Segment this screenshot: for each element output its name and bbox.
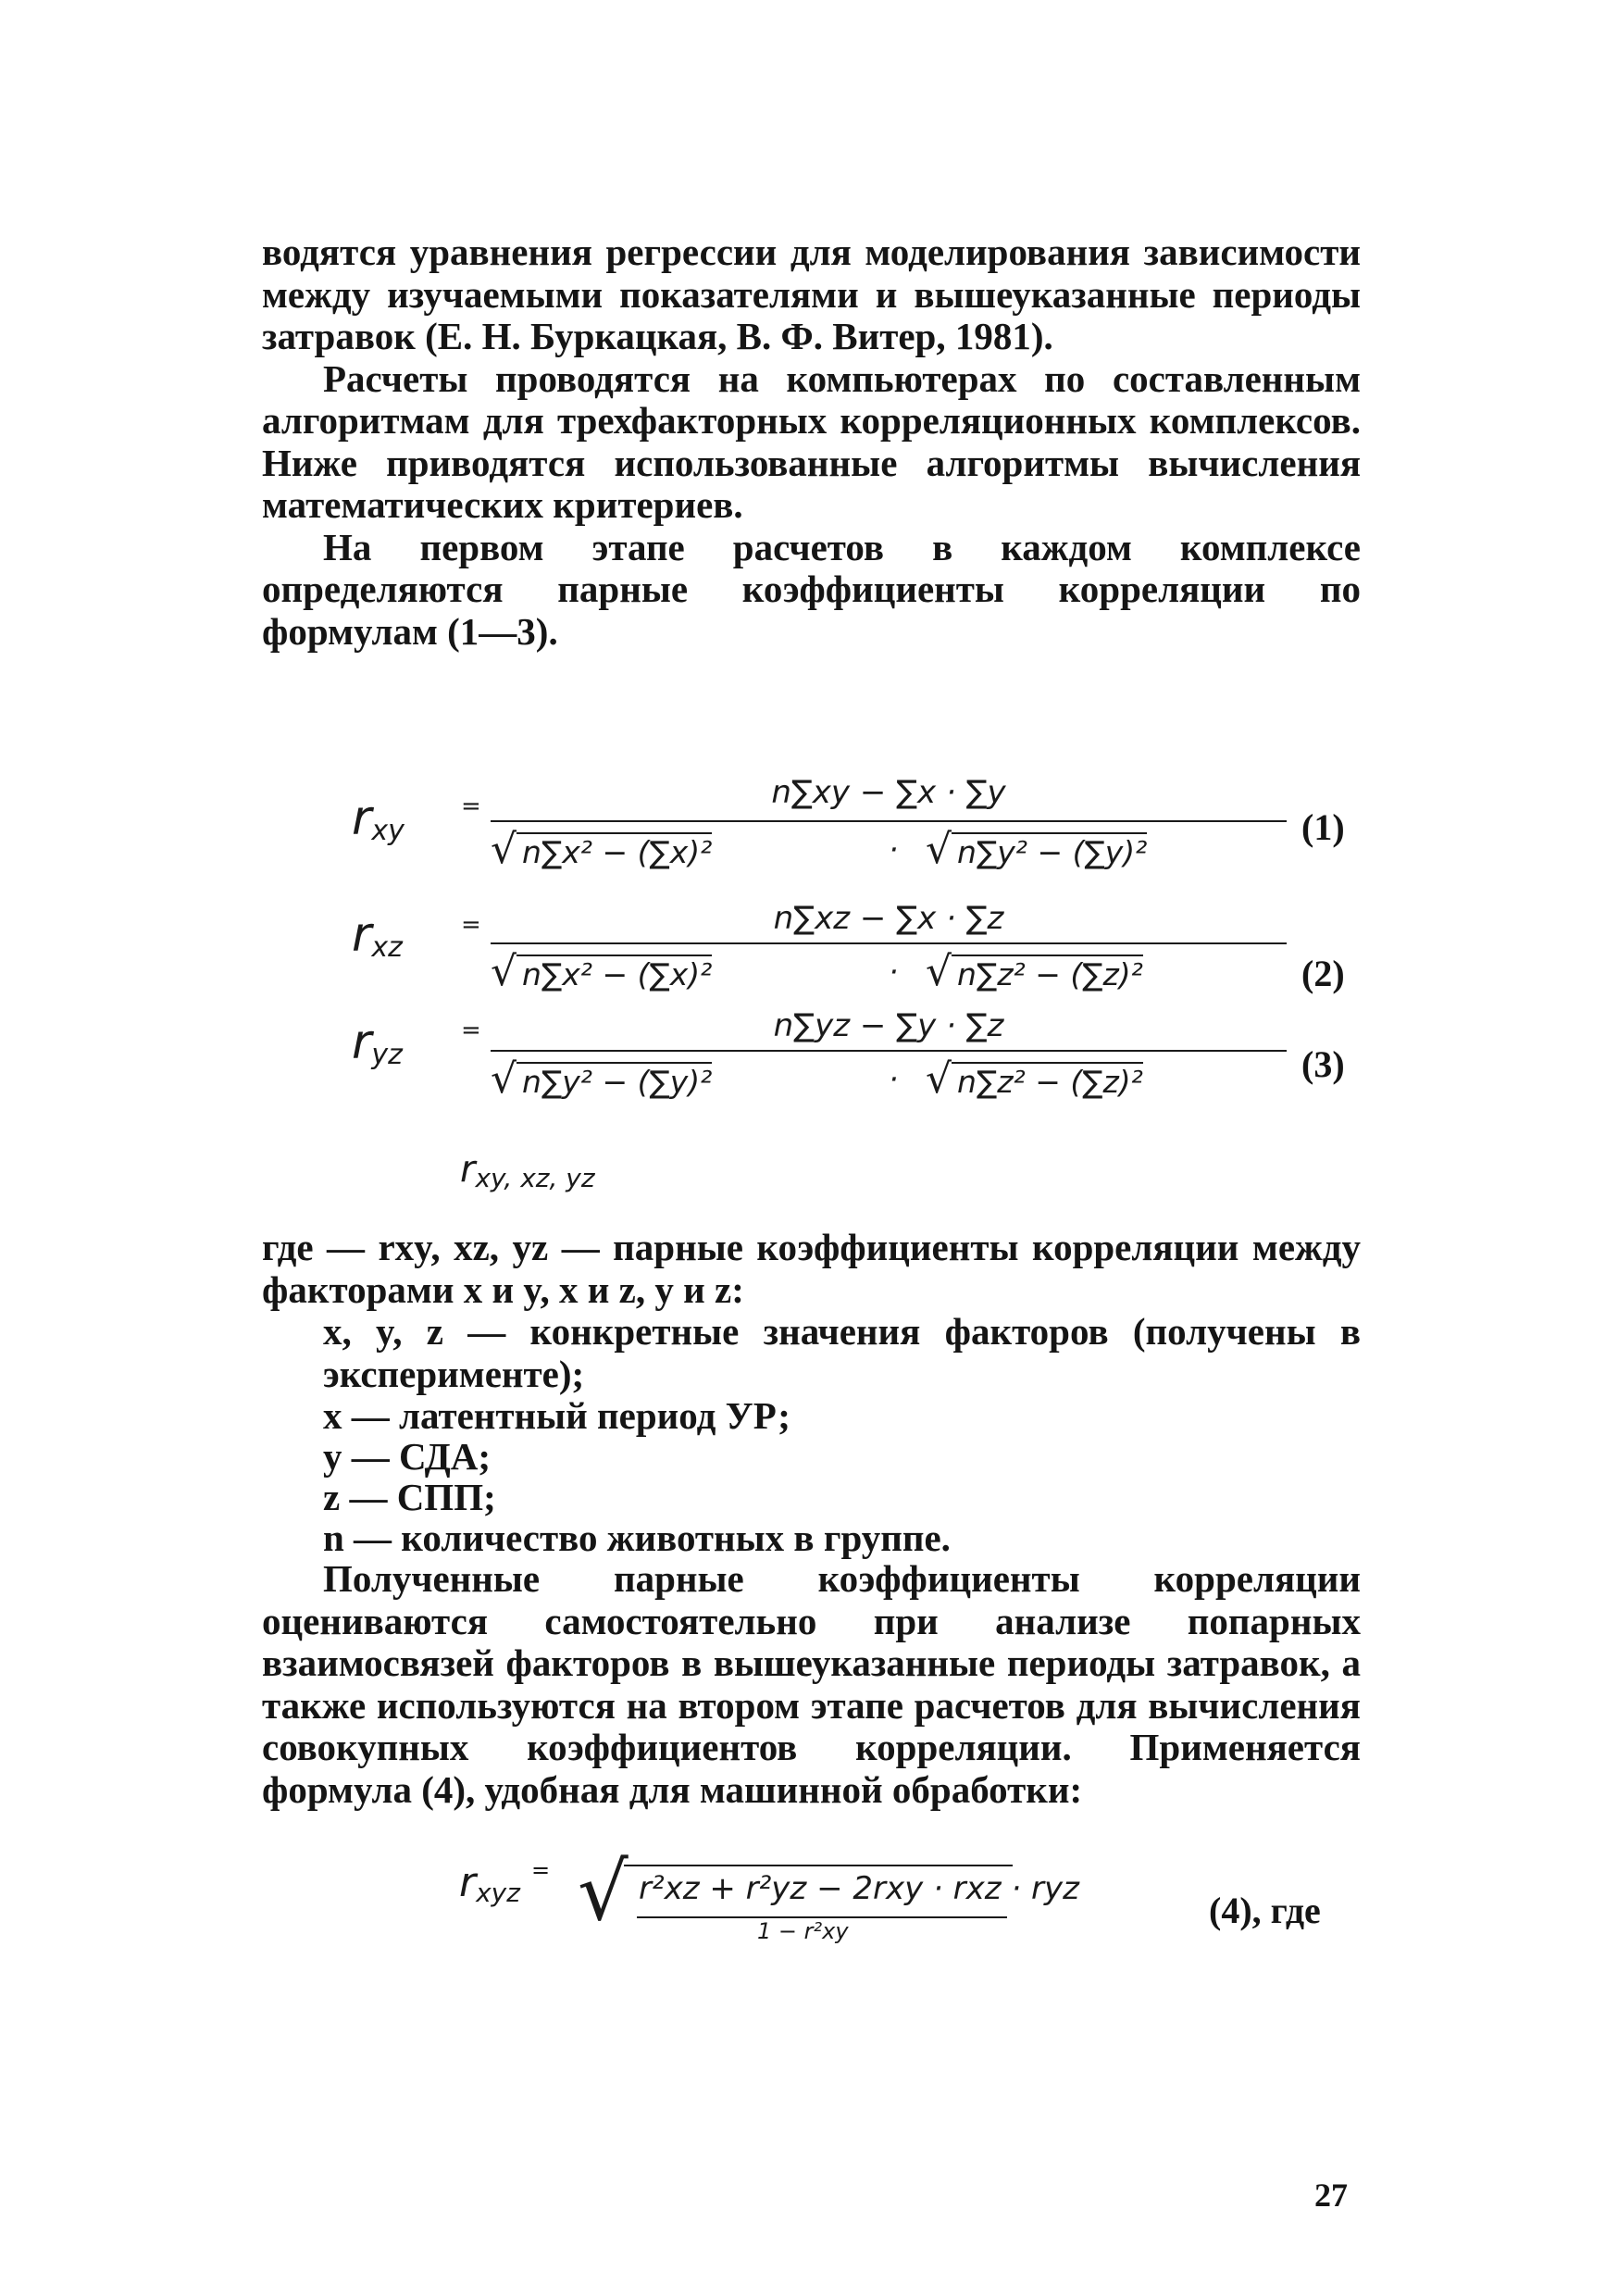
formula-block: [352, 774, 1370, 1181]
formula-3-equals: =: [461, 1017, 481, 1044]
formula-2-root-left: n∑x² − (∑x)²: [517, 955, 712, 992]
page-number: 27: [1314, 2177, 1348, 2214]
formula-2-fraction: n∑xz − ∑x · ∑z √ n∑x² − (∑x)² · √ n∑z² − (∑z)²: [491, 900, 1287, 1011]
formula-3-fraction-bar: [491, 1050, 1287, 1052]
formula-2-lhs: $r_{xz}$: [352, 907, 403, 964]
formula-4-denominator: 1 − r²xy: [757, 1918, 849, 1944]
formula-1-numerator: n∑xy − ∑x · ∑y: [771, 774, 1006, 811]
text-block-definitions: [262, 1227, 1361, 1811]
formula-4-radical-bar: [624, 1865, 1013, 1866]
formula-1-root-right: n∑y² − (∑y)²: [952, 832, 1147, 870]
formula-2: [352, 900, 1370, 1015]
formula-1-root-left: n∑x² − (∑x)²: [517, 832, 712, 870]
formula-4-numerator: r²xz + r²yz − 2rxy · rxz · ryz: [639, 1870, 1079, 1907]
formula-4-lhs: $r_{xyz}$: [459, 1859, 520, 1908]
definition-xyz: x, y, z — конкретные значения факторов (получены в эксперименте);: [323, 1310, 1361, 1395]
formula-1-equals: =: [461, 792, 481, 820]
definition-intro: где — rxy, xz, yz — парные коэффициенты корреляции между факторами x и y, x и z, y и z:: [262, 1226, 1361, 1311]
formula-3-lhs: $r_{yz}$: [352, 1015, 403, 1071]
text-block-top: [262, 231, 1361, 653]
definition-x: x — латентный период УР;: [323, 1394, 790, 1437]
formula-3-root-left: n∑y² − (∑y)²: [517, 1062, 712, 1100]
formula-3-fraction: n∑yz − ∑y · ∑z √ n∑y² − (∑y)² · √ n∑z² − (∑z)²: [491, 1007, 1287, 1118]
paragraph-final: Полученные парные коэффициенты корреляции оцениваются самостоятельно при анализе попарных взаимосвязей факторов в вышеуказанные периоды затравок, а также используются на втором этапе расчетов для вычисления совокупных коэффициентов корреляции. Применяется формула (4), удобная для машинной обработки:: [262, 1557, 1361, 1811]
formula-2-numerator: n∑xz − ∑x · ∑z: [773, 900, 1004, 937]
definition-n: n — количество животных в группе.: [323, 1516, 951, 1559]
paragraph-1: водятся уравнения регрессии для моделирования зависимости между изучаемыми показателями и вышеуказанные периоды затравок (Е. Н. Буркацкая, В. Ф. Витер, 1981).: [262, 231, 1361, 357]
formula-2-number: (2): [1301, 953, 1345, 994]
formula-4: [459, 1846, 1385, 1972]
formula-1-fraction-bar: [491, 820, 1287, 822]
formula-2-root-right: n∑z² − (∑z)²: [952, 955, 1143, 992]
formula-4-number: (4), где: [1209, 1890, 1321, 1931]
formula-3-root-right: n∑z² − (∑z)²: [952, 1062, 1143, 1100]
paragraph-2: Расчеты проводятся на компьютерах по составленным алгоритмам для трехфакторных корреляционных комплексов. Ниже приводятся использованные алгоритмы вычисления математических критериев.: [262, 356, 1361, 526]
formula-4-equals: =: [531, 1857, 551, 1883]
formula-2-fraction-bar: [491, 942, 1287, 944]
definition-y: y — СДА;: [323, 1435, 492, 1478]
formula-1-number: (1): [1301, 806, 1345, 848]
formula-2-equals: =: [461, 911, 481, 939]
formula-1-fraction: n∑xy − ∑x · ∑y √ n∑x² − (∑x)² · √ n∑y² − (∑y)²: [491, 774, 1287, 885]
correlation-symbol-line: $r_{xy, xz, yz}$: [460, 1148, 595, 1193]
formula-1-lhs: $r_{xy}$: [352, 791, 404, 847]
paragraph-3: На первом этапе расчетов в каждом комплексе определяются парные коэффициенты корреляции по формулам (1—3).: [262, 525, 1361, 653]
formula-3-number: (3): [1301, 1043, 1345, 1085]
formula-4-radical: √: [578, 1846, 629, 1939]
formula-3: [352, 1005, 1370, 1117]
formula-3-numerator: n∑yz − ∑y · ∑z: [773, 1007, 1004, 1044]
formula-1: [352, 774, 1370, 885]
definition-z: z — СПП;: [323, 1476, 496, 1518]
